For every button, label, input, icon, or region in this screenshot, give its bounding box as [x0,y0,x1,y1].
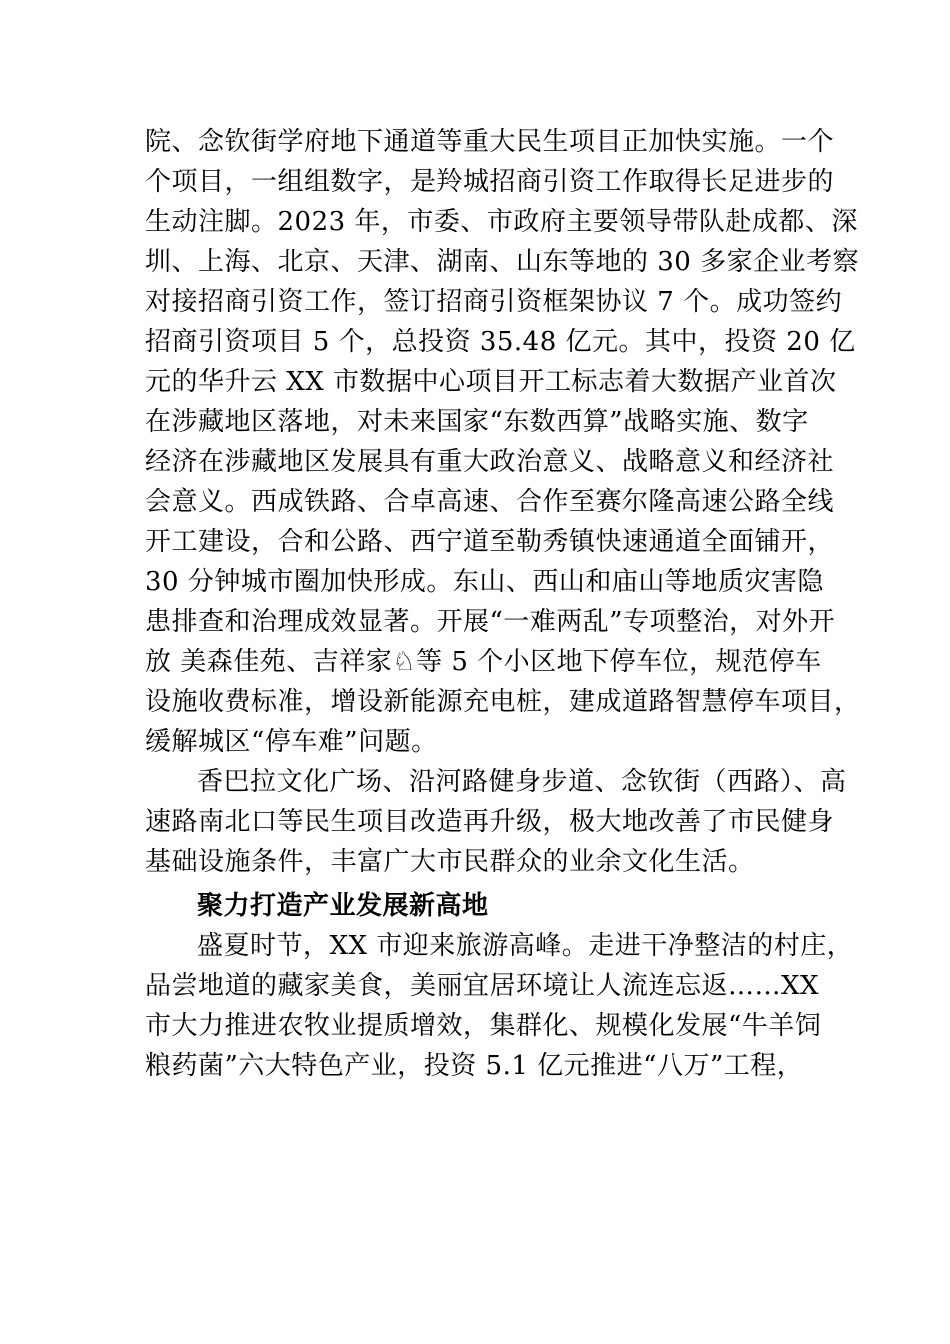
paragraph-line: 圳、上海、北京、天津、湖南、山东等地的 30 多家企业考察 [145,247,860,277]
paragraph-line: 招商引资项目 5 个，总投资 35.48 亿元。其中，投资 20 亿 [145,327,856,357]
paragraph-1 [145,122,861,762]
paragraph-line: 基础设施条件，丰富广大市民群众的业余文化生活。 [145,847,755,877]
paragraph-line: 生动注脚。2023 年，市委、市政府主要领导带队赴成都、深 [145,207,858,237]
paragraph-line: 会意义。西成铁路、合卓高速、合作至赛尔隆高速公路全线 [145,487,835,517]
paragraph-line: 市大力推进农牧业提质增效，集群化、规模化发展“牛羊饲 [145,1011,822,1041]
paragraph-line: 患排查和治理成效显著。开展“一难两乱”专项整治，对外开 [145,607,836,637]
paragraph-line: 香巴拉文化广场、沿河路健身步道、念钦街（西路）、高 [197,767,847,797]
paragraph-line: 放 美森佳苑、吉祥家♘等 5 个小区地下停车位，规范停车 [145,647,822,677]
document-body [145,122,861,1086]
paragraph-line: 经济在涉藏地区发展具有重大政治意义、战略意义和经济社 [145,447,835,477]
paragraph-line: 30 分钟城市圈加快形成。东山、西山和庙山等地质灾害隐 [145,567,824,597]
paragraph-line: 开工建设，合和公路、西宁道至勒秀镇快速通道全面铺开， [145,527,835,557]
section-heading: 聚力打造产业发展新高地 [197,891,489,921]
paragraph-line: 元的华升云 XX 市数据中心项目开工标志着大数据产业首次 [145,367,837,397]
paragraph-line: 盛夏时节，XX 市迎来旅游高峰。走进干净整洁的村庄， [197,931,854,961]
paragraph-line: 粮药菌”六大特色产业，投资 5.1 亿元推进“八万”工程， [145,1051,804,1081]
paragraph-3 [145,926,854,1086]
paragraph-line: 在涉藏地区落地，对未来国家“东数西算”战略实施、数字 [145,407,809,437]
paragraph-line: 个项目，一组组数字，是羚城招商引资工作取得长足进步的 [145,167,835,197]
paragraph-line: 缓解城区“停车难”问题。 [145,727,438,757]
paragraph-line: 品尝地道的藏家美食，美丽宜居环境让人流连忘返……XX [145,971,820,1001]
paragraph-line: 速路南北口等民生项目改造再升级，极大地改善了市民健身 [145,807,835,837]
paragraph-line: 院、念钦街学府地下通道等重大民生项目正加快实施。一个 [145,127,835,157]
paragraph-line: 对接招商引资工作，签订招商引资框架协议 7 个。成功签约 [145,287,843,317]
paragraph-2 [145,762,847,882]
paragraph-line: 设施收费标准，增设新能源充电桩，建成道路智慧停车项目， [145,687,861,717]
